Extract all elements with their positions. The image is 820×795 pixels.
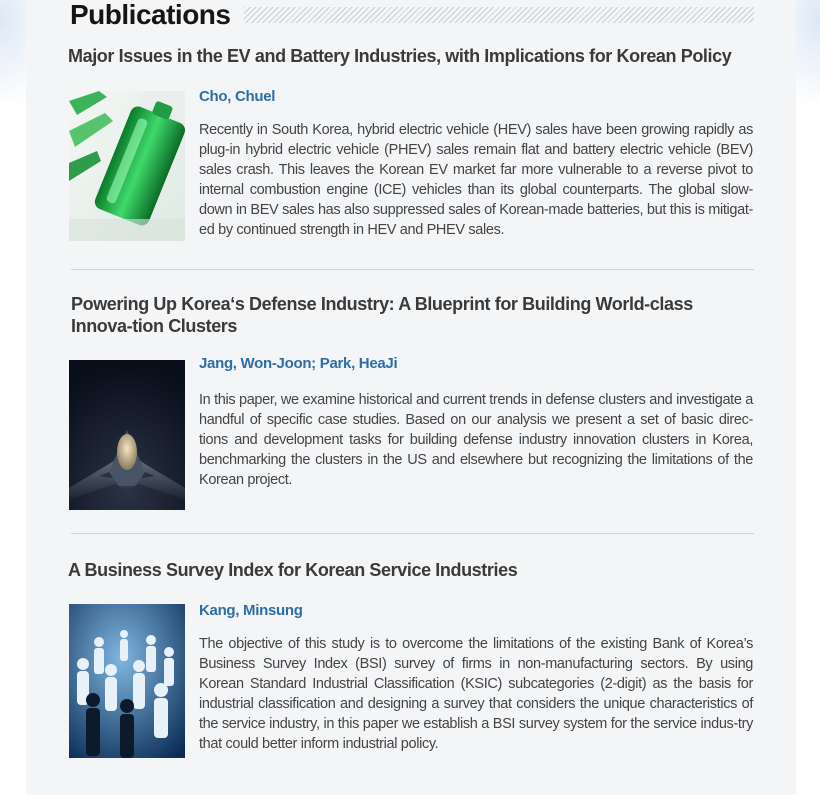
publication-authors[interactable]: Cho, Chuel xyxy=(199,88,276,105)
publication-title[interactable]: Major Issues in the EV and Battery Industries, with Implications for Korean Policy xyxy=(68,46,732,66)
figurines-crowd-image[interactable] xyxy=(69,604,185,758)
publication-abstract: The objective of this study is to overcome the limitations of the existing Bank of Korea’s Business Survey Index (BSI) survey of firms in non-manufacturing sectors. By using Korean Standard Industrial Classification (KSIC) subcategories (2-digit) as the basis for industrial classification and designing a survey that considers the unique characteristics of the service industry, in this paper we establish a BSI survey system for the service indus-try that could better inform industrial policy. xyxy=(199,636,753,752)
divider xyxy=(71,533,754,534)
section-header xyxy=(70,0,754,30)
publication-title[interactable]: Powering Up Korea‘s Defense Industry: A Blueprint for Building World-class Innova-tion Clusters xyxy=(71,294,693,336)
hatch-decoration xyxy=(244,7,754,23)
divider xyxy=(71,269,754,270)
publication-authors[interactable]: Kang, Minsung xyxy=(199,602,303,619)
publication-authors[interactable]: Jang, Won-Joon; Park, HeaJi xyxy=(199,355,398,372)
fighter-jet-image[interactable] xyxy=(69,360,185,510)
publication-title[interactable]: A Business Survey Index for Korean Service Industries xyxy=(68,560,518,580)
green-battery-image[interactable] xyxy=(69,91,185,241)
publication-abstract: In this paper, we examine historical and current trends in defense clusters and investigate a handful of specific case studies. Based on our analysis we present a set of basic direc-tions and development tasks for building defense industry innovation clusters in Korea, benchmarking the clusters in the US and elsewhere but recognizing the limitations of the Korean project. xyxy=(199,392,753,488)
publication-abstract: Recently in South Korea, hybrid electric vehicle (HEV) sales have been growing rapidly as plug-in hybrid electric vehicle (PHEV) sales remain flat and battery electric vehicle (BEV) sales crash. This leaves the Korean EV market far more vulnerable to a reverse pivot to internal combustion engine (ICE) vehicles than its global counterparts. The global slow-down in BEV sales has also suppressed sales of Korean-made batteries, but this is mitigat-ed by continued strength in HEV and PHEV sales. xyxy=(199,122,753,238)
section-title: Publications xyxy=(70,0,231,30)
